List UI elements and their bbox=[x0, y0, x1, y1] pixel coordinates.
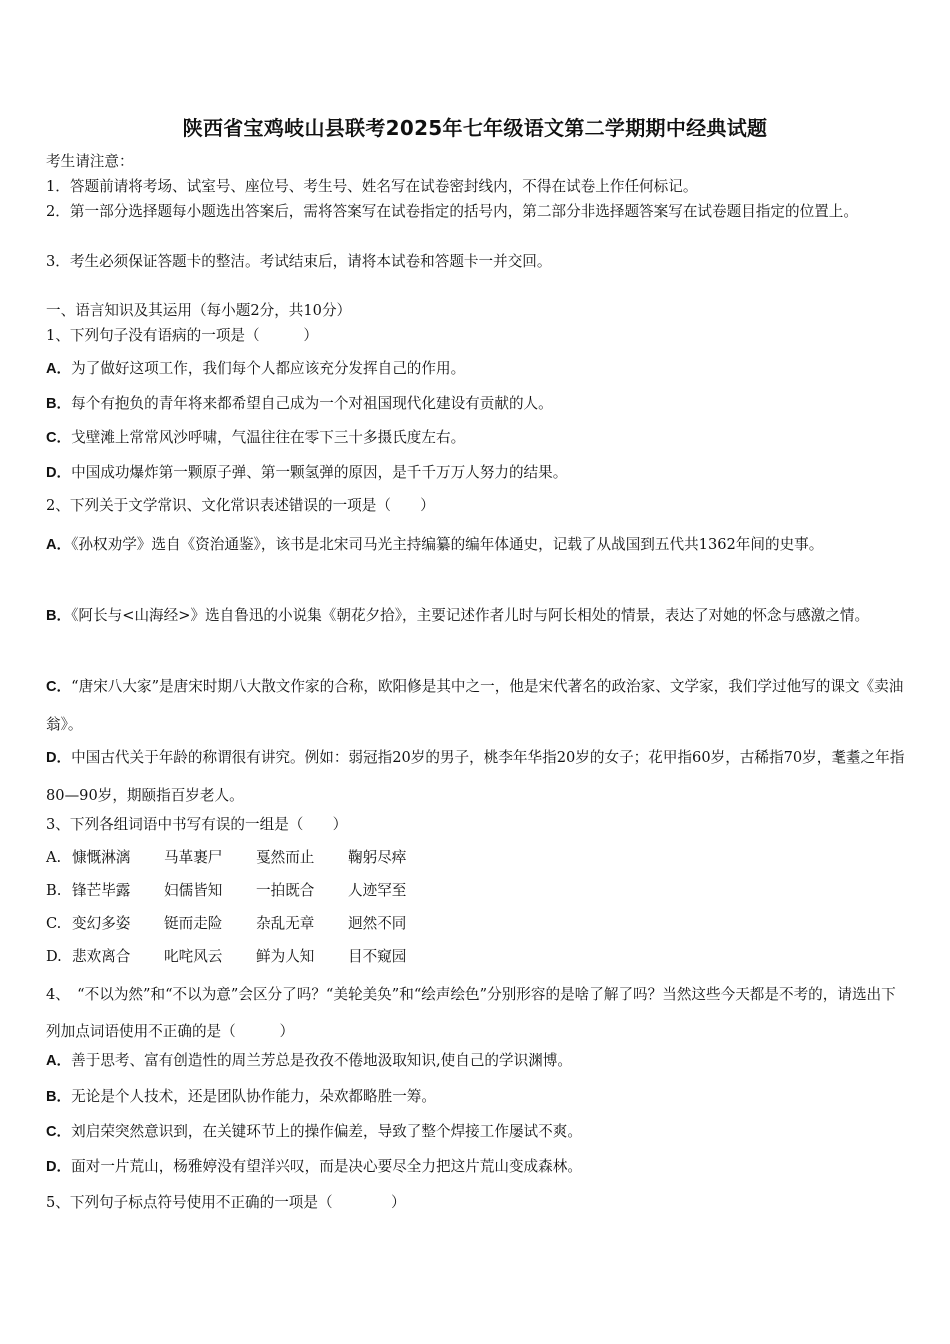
option-item bbox=[46, 1051, 906, 1071]
option-letter: B． bbox=[46, 396, 72, 412]
word: 人迹罕至 bbox=[348, 882, 407, 899]
word: 戛然而止 bbox=[256, 849, 315, 866]
word: 叱咤风云 bbox=[164, 948, 223, 965]
row-label: A. bbox=[46, 849, 62, 866]
notice-heading: 考生请注意： bbox=[46, 153, 134, 170]
word: 一拍既合 bbox=[256, 882, 315, 899]
word-group-row bbox=[46, 881, 440, 901]
word: 铤而走险 bbox=[164, 915, 223, 932]
option-text: 无论是个人技术，还是团队协作能力，朵欢都略胜一筹。 bbox=[71, 1088, 436, 1105]
option-text: 戈壁滩上常常风沙呼啸，气温往往在零下三十多摄氏度左右。 bbox=[71, 429, 466, 446]
notice-item: 2．第一部分选择题每小题选出答案后，需将答案写在试卷指定的括号内，第二部分非选择题答案写在试卷题目指定的位置上。 bbox=[46, 203, 858, 220]
option-item bbox=[46, 463, 906, 483]
section-heading: 一、语言知识及其运用（每小题2分，共10分） bbox=[46, 302, 352, 319]
option-text: 《阿长与<山海经>》选自鲁迅的小说集《朝花夕拾》，主要记述作者儿时与阿长相处的情景，表达了对她的怀念与感激之情。 bbox=[71, 607, 870, 624]
option-letter: D． bbox=[46, 750, 72, 766]
option-letter: B． bbox=[46, 608, 72, 624]
option-text: 面对一片荒山，杨雅婷没有望洋兴叹，而是决心要尽全力把这片荒山变成森林。 bbox=[71, 1158, 582, 1175]
option-text: 刘启荣突然意识到，在关键环节上的操作偏差，导致了整个焊接工作屡试不爽。 bbox=[71, 1123, 582, 1140]
option-letter: D． bbox=[46, 1159, 72, 1175]
option-text: 中国古代关于年龄的称谓很有讲究。例如：弱冠指20岁的男子，桃李年华指20岁的女子；花甲指60岁，古稀指70岁，耄耋之年指80—90岁，期颐指百岁老人。 bbox=[46, 749, 905, 804]
option-text: 为了做好这项工作，我们每个人都应该充分发挥自己的作用。 bbox=[71, 360, 466, 377]
word: 鞠躬尽瘁 bbox=[348, 849, 407, 866]
option-letter: C． bbox=[46, 679, 72, 695]
option-text: “唐宋八大家”是唐宋时期八大散文作家的合称，欧阳修是其中之一，他是宋代著名的政治家、文学家，我们学过他写的课文《卖油翁》。 bbox=[46, 678, 904, 733]
option-item bbox=[46, 597, 906, 635]
option-item bbox=[46, 359, 906, 379]
option-text: 每个有抱负的青年将来都希望自己成为一个对祖国现代化建设有贡献的人。 bbox=[71, 395, 553, 412]
word: 迥然不同 bbox=[348, 915, 407, 932]
option-letter: B． bbox=[46, 1089, 72, 1105]
option-text: 善于思考、富有创造性的周兰芳总是孜孜不倦地汲取知识,使自己的学识渊博。 bbox=[71, 1052, 572, 1069]
row-label: B. bbox=[46, 882, 62, 899]
word: 慷慨淋漓 bbox=[72, 849, 131, 866]
word: 马革裹尸 bbox=[164, 849, 223, 866]
word-group-row bbox=[46, 914, 440, 934]
word: 目不窥园 bbox=[348, 948, 407, 965]
row-label: C. bbox=[46, 915, 62, 932]
word: 鲜为人知 bbox=[256, 948, 315, 965]
option-item bbox=[46, 394, 906, 414]
notice-item: 3．考生必须保证答题卡的整洁。考试结束后，请将本试卷和答题卡一并交回。 bbox=[46, 253, 552, 270]
option-item bbox=[46, 739, 906, 815]
option-letter: A． bbox=[46, 537, 72, 553]
option-text: 《孙权劝学》选自《资治通鉴》，该书是北宋司马光主持编纂的编年体通史，记载了从战国到五代共1362年间的史事。 bbox=[71, 536, 824, 553]
option-letter: C． bbox=[46, 1124, 72, 1140]
question-stem: 4、 “不以为然”和“不以为意”会区分了吗？“美轮美奂”和“绘声绘色”分别形容的是啥了解了吗？当然这些今天都是不考的，请选出下列加点词语使用不正确的是（ ） bbox=[46, 986, 896, 1040]
option-letter: D． bbox=[46, 465, 72, 481]
option-letter: C． bbox=[46, 430, 72, 446]
row-label: D. bbox=[46, 948, 62, 965]
option-item bbox=[46, 1087, 906, 1107]
option-item bbox=[46, 1157, 906, 1177]
question-stem: 5、下列句子标点符号使用不正确的一项是（ ） bbox=[46, 1194, 406, 1211]
question-stem: 2、下列关于文学常识、文化常识表述错误的一项是（ ） bbox=[46, 497, 435, 514]
word-group-row bbox=[46, 947, 440, 967]
word: 锋芒毕露 bbox=[72, 882, 131, 899]
question-stem: 3、下列各组词语中书写有误的一组是（ ） bbox=[46, 816, 348, 833]
word-group-row bbox=[46, 848, 440, 868]
word: 杂乱无章 bbox=[256, 915, 315, 932]
option-item bbox=[46, 1122, 906, 1142]
option-letter: A． bbox=[46, 1053, 72, 1069]
option-letter: A． bbox=[46, 361, 72, 377]
option-item bbox=[46, 668, 906, 744]
word: 悲欢离合 bbox=[72, 948, 131, 965]
word: 妇儒皆知 bbox=[164, 882, 223, 899]
option-text: 中国成功爆炸第一颗原子弹、第一颗氢弹的原因，是千千万万人努力的结果。 bbox=[71, 464, 568, 481]
option-item bbox=[46, 428, 906, 448]
notice-item: 1．答题前请将考场、试室号、座位号、考生号、姓名写在试卷密封线内，不得在试卷上作任何标记。 bbox=[46, 178, 698, 195]
word: 变幻多姿 bbox=[72, 915, 131, 932]
option-item bbox=[46, 526, 906, 564]
question-stem: 1、下列句子没有语病的一项是（ ） bbox=[46, 327, 318, 344]
page-title: 陕西省宝鸡岐山县联考2025年七年级语文第二学期期中经典试题 bbox=[182, 116, 768, 140]
